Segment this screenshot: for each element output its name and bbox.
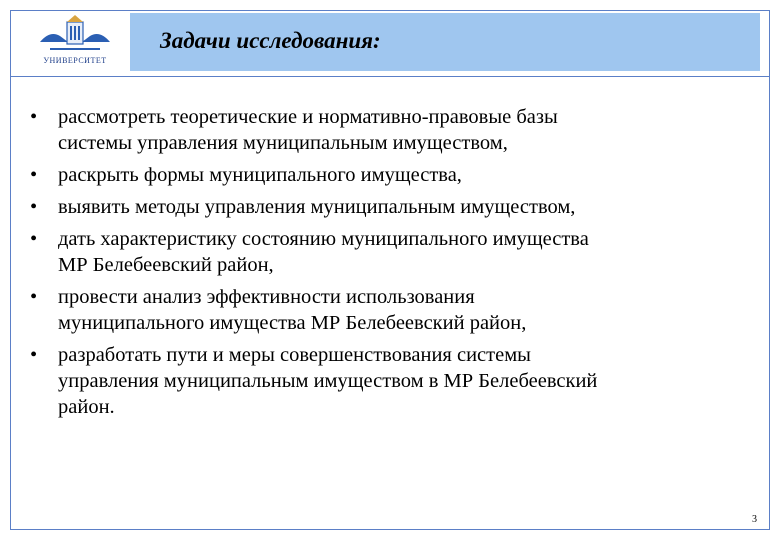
list-item-text: муниципального имущества МР Белебеевский район, xyxy=(58,312,527,334)
list-item-text: дать характеристику состоянию муниципального имущества xyxy=(58,228,589,250)
list-item xyxy=(30,162,750,188)
page-number: 3 xyxy=(752,514,757,525)
logo-caption: УНИВЕРСИТЕТ xyxy=(43,56,107,65)
list-item-text: МР Белебеевский район, xyxy=(58,254,274,276)
bullet-icon: • xyxy=(30,286,38,308)
list-item-text: управления муниципальным имуществом в МР Белебеевский xyxy=(58,370,598,392)
task-list xyxy=(30,104,750,426)
bullet-icon: • xyxy=(30,196,38,218)
page-title: Задачи исследования: xyxy=(160,28,381,53)
list-item-text: выявить методы управления муниципальным имуществом, xyxy=(58,196,576,218)
list-item-text: рассмотреть теоретические и нормативно-правовые базы xyxy=(58,106,558,128)
list-item-text: провести анализ эффективности использования xyxy=(58,286,475,308)
logo-emblem-icon xyxy=(30,12,120,58)
list-item-text: раскрыть формы муниципального имущества, xyxy=(58,164,462,186)
bullet-icon: • xyxy=(30,106,38,128)
university-logo xyxy=(30,12,120,72)
list-item xyxy=(30,104,750,156)
list-item-text: системы управления муниципальным имуществом, xyxy=(58,132,508,154)
list-item xyxy=(30,226,750,278)
list-item-text: район. xyxy=(58,396,115,418)
list-item xyxy=(30,194,750,220)
list-item-text: разработать пути и меры совершенствования системы xyxy=(58,344,531,366)
bullet-icon: • xyxy=(30,228,38,250)
list-item xyxy=(30,342,750,420)
list-item xyxy=(30,284,750,336)
bullet-icon: • xyxy=(30,344,38,366)
bullet-icon: • xyxy=(30,164,38,186)
